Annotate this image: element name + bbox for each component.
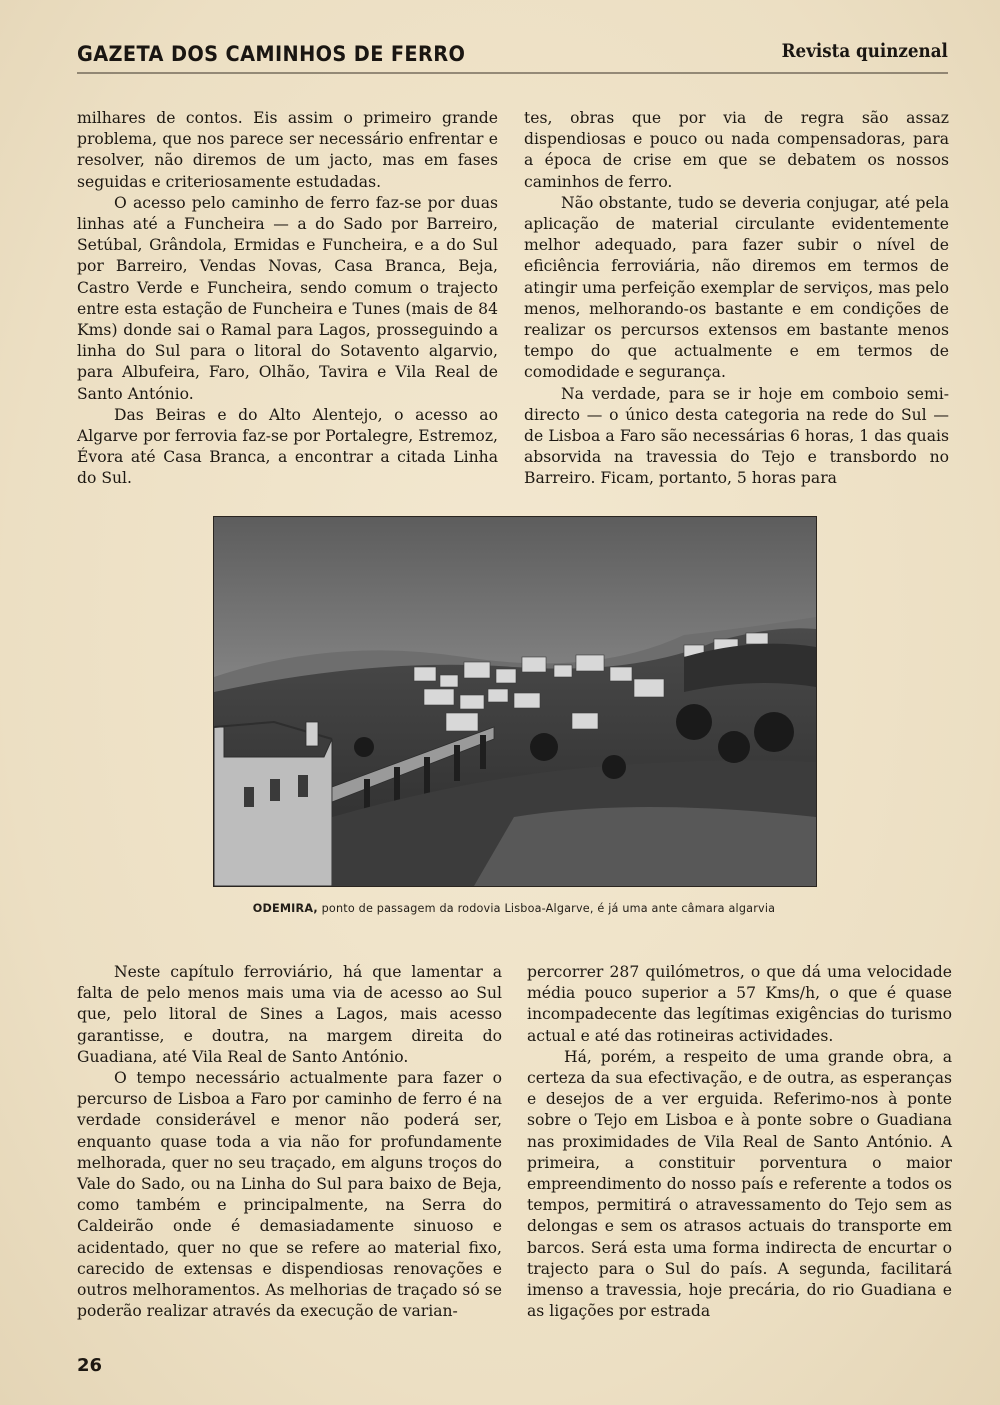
paragraph: O tempo necessário actualmente para fazer o percurso de Lisboa a Faro por caminho de ferro é na verdade considerável e menor não poderá ser, enquanto quase toda a via não for profundamente melhorada, quer no seu traçado, em alguns troços do Vale do Sado, ou na Linha do Sul para baixo de Beja, como também e principalmente, na Serra do Caldeirão onde é demasiadamente sinuoso e acidentado, quer no que se refere ao material fixo, carecido de extensas e dispendiosas renovações e outros melhoramentos. As melhorias de traçado só se poderão realizar através da execução de varian- xyxy=(77,1069,502,1321)
text-column-top-left xyxy=(77,108,498,490)
photo-caption xyxy=(150,902,878,915)
text-column-top-right xyxy=(524,108,949,490)
page-number: 26 xyxy=(77,1355,103,1376)
paragraph: Não obstante, tudo se deveria conjugar, até pela aplicação de material circulante evidentemente melhor adequado, para fazer subir o nível de eficiência ferroviária, não diremos em termos de atingir uma perfeição exemplar de serviços, mas pelo menos, melhorando-os bastante e em condições de realizar os percursos extensos em bastante menos tempo do que actualmente e em termos de comodidade e segurança. xyxy=(524,193,949,382)
paragraph: Neste capítulo ferroviário, há que lamentar a falta de pelo menos mais uma via de acesso ao Sul que, pelo litoral de Sines a Lagos, mais acesso garantisse, e doutra, na margem direita do Guadiana, até Vila Real de Santo António. xyxy=(77,963,502,1066)
paragraph: tes, obras que por via de regra são assaz dispendiosas e pouco ou nada compensadoras, para a época de crise em que se debatem os nossos caminhos de ferro. xyxy=(524,109,949,191)
magazine-title: GAZETA DOS CAMINHOS DE FERRO xyxy=(77,42,466,66)
paragraph: O acesso pelo caminho de ferro faz-se por duas linhas até a Funcheira — a do Sado por Barreiro, Setúbal, Grândola, Ermidas e Funcheira, e a do Sul por Barreiro, Vendas Novas, Casa Branca, Beja, Castro Verde e Funcheira, sendo comum o trajecto entre esta estação de Funcheira e Tunes (mais de 84 Kms) donde sai o Ramal para Lagos, prosseguindo a linha do Sul para o litoral do Sotavento algarvio, para Albufeira, Faro, Olhão, Tavira e Vila Real de Santo António. xyxy=(77,193,498,403)
paragraph: Na verdade, para se ir hoje em comboio semi-directo — o único desta categoria na rede do Sul — de Lisboa a Faro são necessárias 6 horas, 1 das quais absorvida na travessia do Tejo e transbordo no Barreiro. Ficam, portanto, 5 horas para xyxy=(524,384,949,488)
paragraph: Das Beiras e do Alto Alentejo, o acesso ao Algarve por ferrovia faz-se por Portalegre, Estremoz, Évora até Casa Branca, a encontrar a citada Linha do Sul. xyxy=(77,405,498,488)
header-rule xyxy=(77,72,948,74)
caption-text: ponto de passagem da rodovia Lisboa-Algarve, é já uma ante câmara algarvia xyxy=(321,902,776,915)
paragraph: milhares de contos. Eis assim o primeiro grande problema, que nos parece ser necessário enfrentar e resolver, não diremos de um jacto, mas em fases seguidas e criteriosamente estudadas. xyxy=(77,109,498,191)
magazine-subtitle: Revista quinzenal xyxy=(781,40,948,62)
paragraph: Há, porém, a respeito de uma grande obra, a certeza da sua efectivação, e de outra, as esperanças e desejos de a ver erguida. Referimo-nos à ponte sobre o Tejo em Lisboa e à ponte sobre o Guadiana nas proximidades de Vila Real de Santo António. A primeira, a constituir porventura o maior empreendimento do nosso país e referente a todos os tempos, permitirá o atravessamento do Tejo sem as delongas e sem os atrasos actuais do transporte em barcos. Será esta uma forma indirecta de encurtar o trajecto para o Sul do país. A segunda, facilitará imenso a travessia, hoje precária, do rio Guadiana e as ligações por estrada xyxy=(527,1047,952,1321)
text-column-bottom-right xyxy=(527,962,952,1322)
text-column-bottom-left xyxy=(77,962,502,1322)
odemira-photo xyxy=(213,516,817,887)
paragraph: percorrer 287 quilómetros, o que dá uma velocidade média pouco superior a 57 Kms/h, o que é quase incompadecente das legítimas exigências do turismo actual e até das rotineiras actividades. xyxy=(527,963,952,1045)
caption-place: ODEMIRA, xyxy=(252,902,318,915)
